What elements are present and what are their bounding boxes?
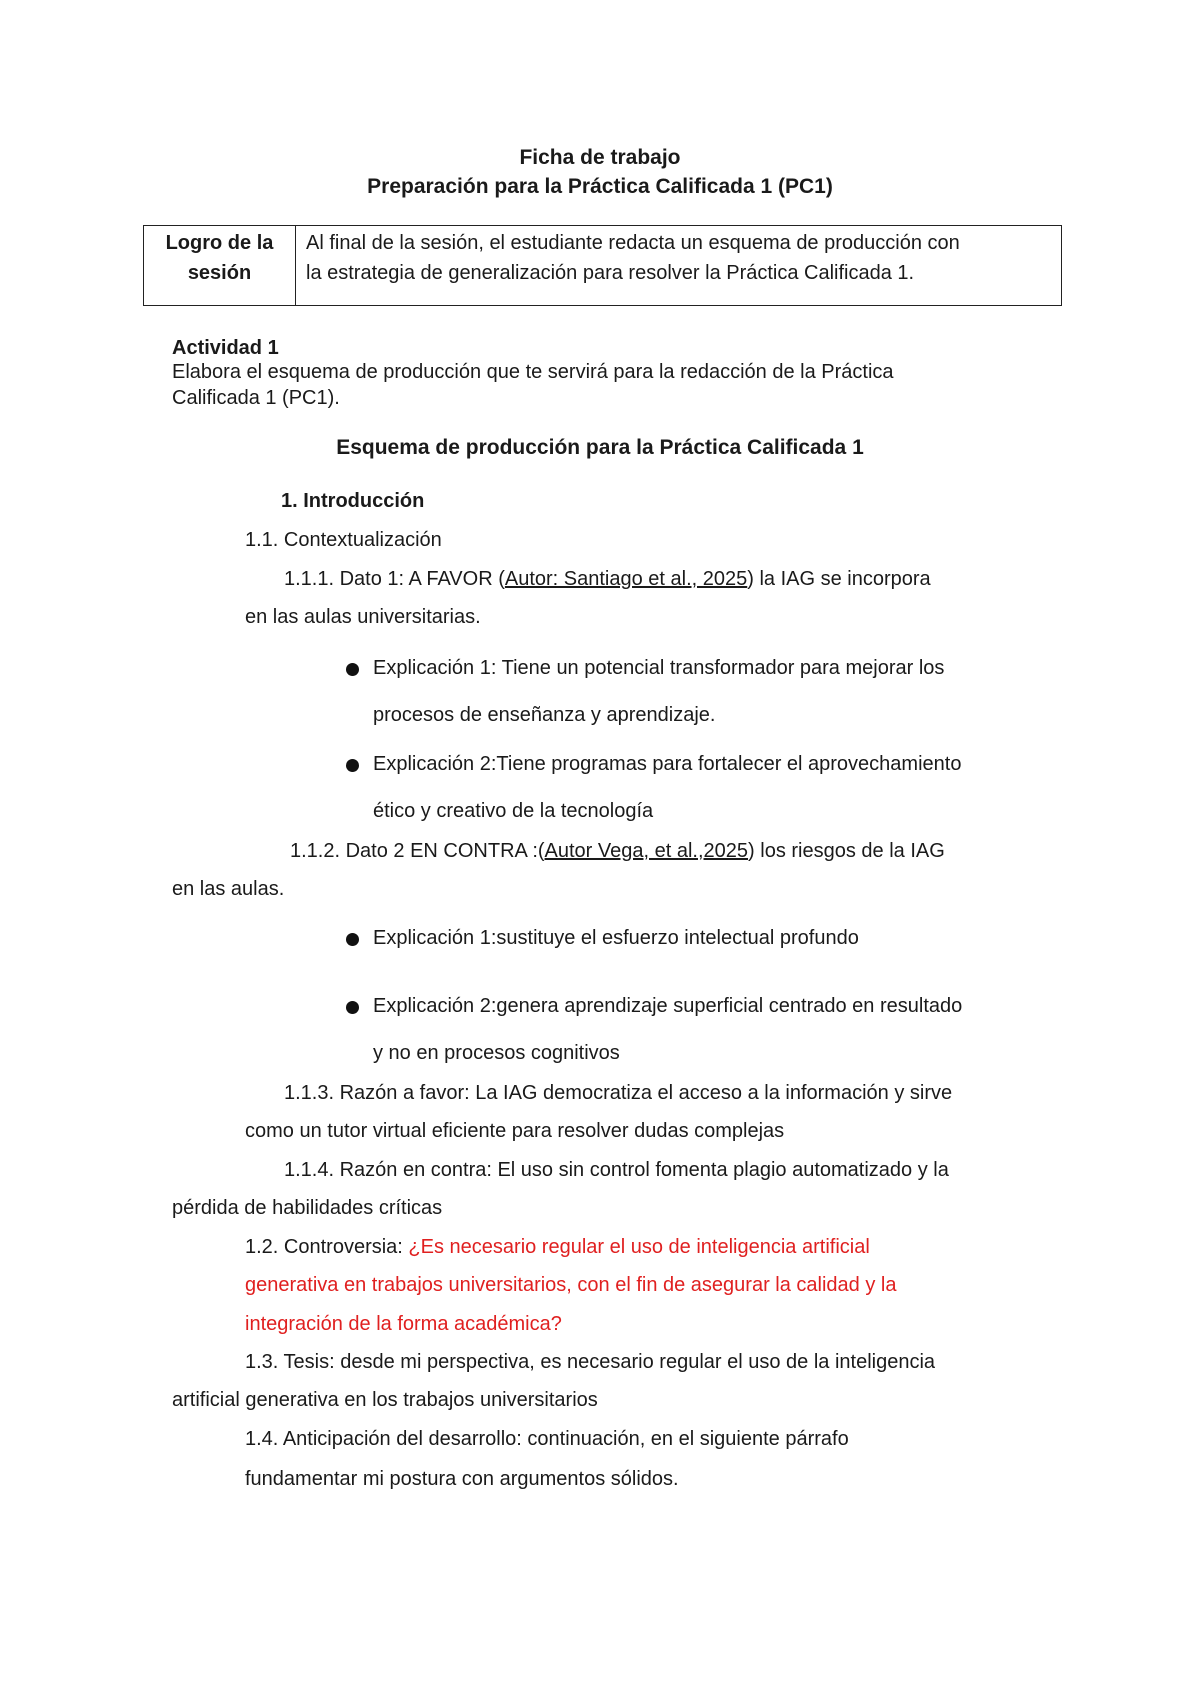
dato2-suffix: ) los riesgos de la IAG	[748, 840, 945, 862]
bullet-dato2-expl2	[346, 1001, 359, 1014]
bullet-dato1-expl1	[346, 663, 359, 676]
bullet-dato2-expl1	[346, 933, 359, 946]
contextualizacion-heading: 1.1. Contextualización	[245, 529, 442, 551]
dato2-line	[290, 839, 945, 863]
dato1-expl2-line1: Explicación 2:Tiene programas para fortalecer el aprovechamiento	[373, 753, 962, 775]
dato1-prefix: 1.1.1. Dato 1: A FAVOR (	[284, 568, 505, 590]
logro-label-line1: Logro de la	[165, 232, 274, 254]
logro-table	[143, 225, 1062, 306]
tesis-line1: 1.3. Tesis: desde mi perspectiva, es necesario regular el uso de la inteligencia	[245, 1351, 936, 1373]
logro-text-line1: Al final de la sesión, el estudiante redacta un esquema de producción con	[306, 232, 960, 254]
dato2-expl2-line2: y no en procesos cognitivos	[373, 1042, 620, 1064]
dato2-source-link[interactable]: Autor Vega, et al.,2025	[544, 840, 749, 862]
dato1-expl2-line2: ético y creativo de la tecnología	[373, 800, 654, 822]
anticipacion-line1: 1.4. Anticipación del desarrollo: continuación, en el siguiente párrafo	[245, 1428, 849, 1450]
razon-contra-line1: 1.1.4. Razón en contra: El uso sin control fomenta plagio automatizado y la	[284, 1159, 949, 1181]
dato1-cont: en las aulas universitarias.	[245, 606, 481, 628]
document-title: Ficha de trabajo	[519, 146, 681, 169]
logro-text-cell	[296, 226, 1062, 306]
intro-heading: 1. Introducción	[281, 490, 425, 512]
actividad-title: Actividad 1	[172, 337, 279, 359]
dato1-expl1-line2: procesos de enseñanza y aprendizaje.	[373, 704, 716, 726]
anticipacion-line2: fundamentar mi postura con argumentos sólidos.	[245, 1468, 679, 1490]
dato2-expl2-line1: Explicación 2:genera aprendizaje superficial centrado en resultado	[373, 995, 963, 1017]
dato2-cont: en las aulas.	[172, 878, 285, 900]
dato1-expl1-line1: Explicación 1: Tiene un potencial transformador para mejorar los	[373, 657, 945, 679]
dato1-line	[284, 567, 931, 591]
dato1-suffix: ) la IAG se incorpora	[747, 568, 931, 590]
razon-favor-line2: como un tutor virtual eficiente para resolver dudas complejas	[245, 1120, 785, 1142]
dato1-source-link[interactable]: Autor: Santiago et al., 2025	[504, 568, 748, 590]
razon-contra-line2: pérdida de habilidades críticas	[172, 1197, 443, 1219]
esquema-heading: Esquema de producción para la Práctica Calificada 1	[336, 436, 864, 459]
bullet-dato1-expl2	[346, 759, 359, 772]
logro-label-line2: sesión	[187, 262, 252, 284]
tesis-line2: artificial generativa en los trabajos universitarios	[172, 1389, 598, 1411]
dato2-prefix: 1.1.2. Dato 2 EN CONTRA :(	[290, 840, 545, 862]
controversia-question-line2: generativa en trabajos universitarios, con el fin de asegurar la calidad y la	[245, 1274, 897, 1296]
razon-favor-line1: 1.1.3. Razón a favor: La IAG democratiza el acceso a la información y sirve	[284, 1082, 953, 1104]
controversia-label: 1.2. Controversia:	[245, 1236, 409, 1258]
document-subtitle: Preparación para la Práctica Calificada 1 (PC1)	[367, 175, 833, 198]
dato2-expl1: Explicación 1:sustituye el esfuerzo intelectual profundo	[373, 927, 859, 949]
actividad-line1: Elabora el esquema de producción que te servirá para la redacción de la Práctica	[172, 361, 894, 383]
controversia-question-line3: integración de la forma académica?	[245, 1313, 562, 1335]
controversia-line	[245, 1235, 870, 1259]
actividad-line2: Calificada 1 (PC1).	[172, 387, 340, 409]
logro-text-line2: la estrategia de generalización para resolver la Práctica Calificada 1.	[306, 262, 915, 284]
logro-label-cell	[144, 226, 296, 306]
controversia-question-line1: ¿Es necesario regular el uso de inteligencia artificial	[408, 1236, 870, 1258]
